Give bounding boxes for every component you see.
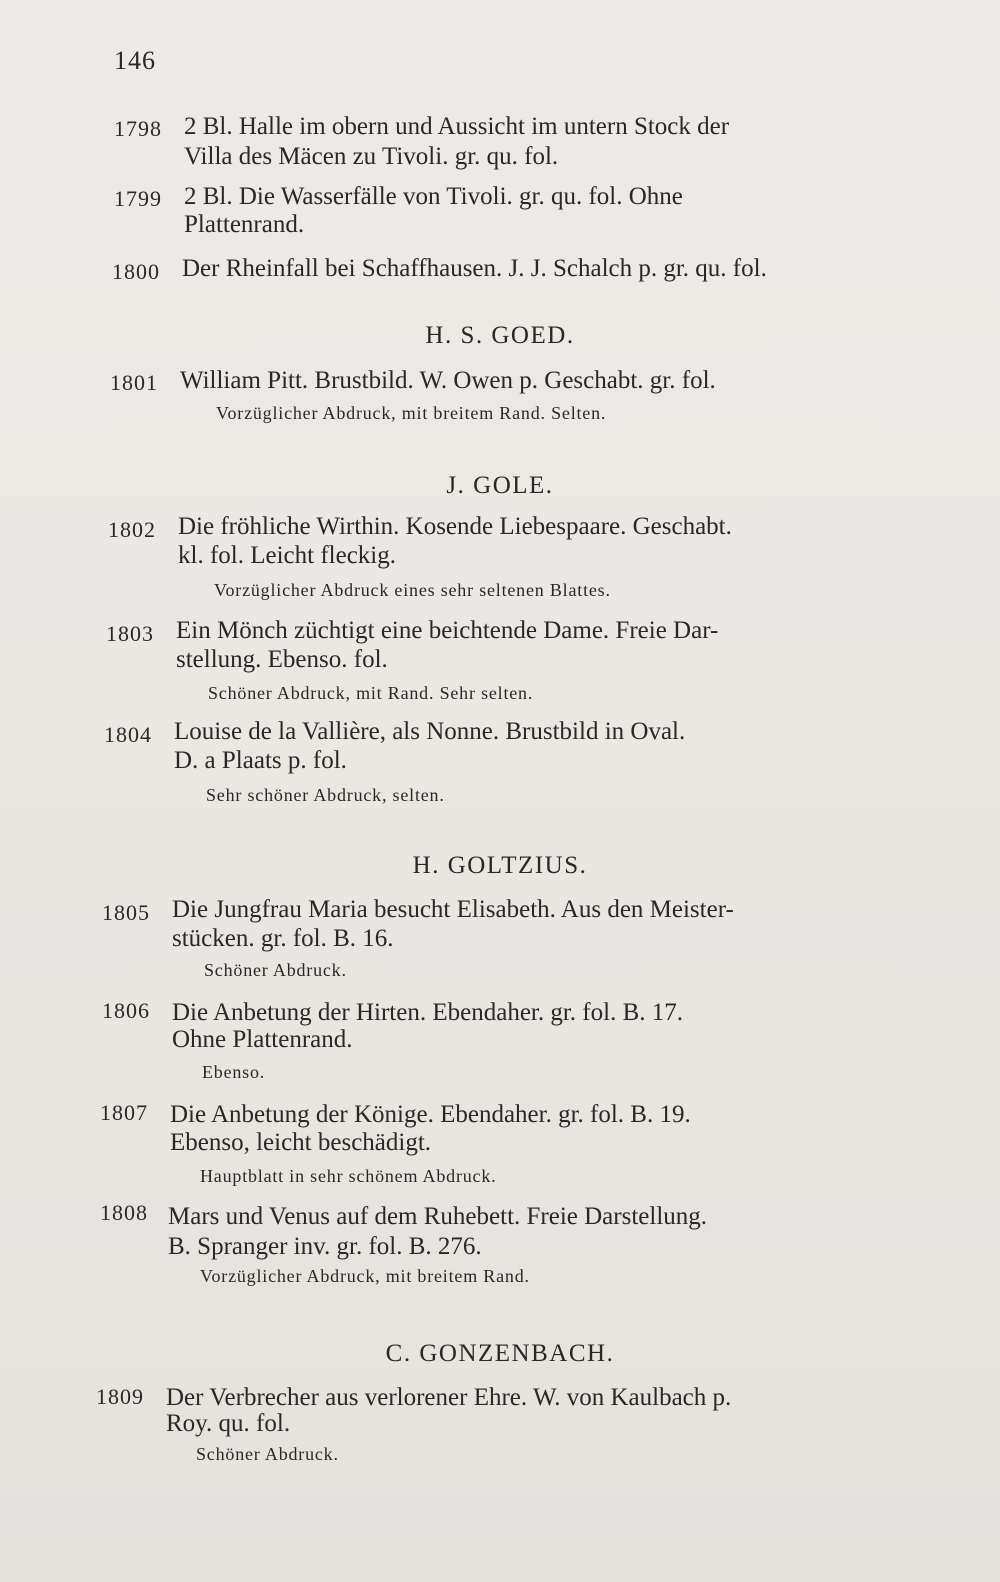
section-heading-gonzenbach: C. GONZENBACH.	[385, 1340, 615, 1367]
entry-line-2: Ebenso, leicht beschädigt.	[170, 1129, 432, 1156]
entry-note: Hauptblatt in sehr schönem Abdruck.	[200, 1166, 497, 1186]
entry-line-1: Die fröhliche Wirthin. Kosende Liebespaare. Geschabt.	[178, 513, 732, 540]
entry-line-1: William Pitt. Brustbild. W. Owen p. Geschabt. gr. fol.	[180, 367, 716, 394]
entry-line-2: Plattenrand.	[184, 211, 305, 238]
entry-line-1: Ein Mönch züchtigt eine beichtende Dame. Freie Dar-	[176, 617, 719, 644]
entry-line-2: kl. fol. Leicht fleckig.	[178, 542, 396, 569]
entry-number: 1800	[112, 259, 160, 284]
entry-number: 1805	[102, 900, 150, 925]
entry-number: 1807	[100, 1100, 148, 1125]
entry-number: 1808	[100, 1200, 148, 1225]
entry-line-2: stücken. gr. fol. B. 16.	[172, 925, 394, 952]
entry-note: Vorzüglicher Abdruck, mit breitem Rand. Selten.	[216, 403, 607, 423]
entry-note: Sehr schöner Abdruck, selten.	[206, 785, 445, 805]
entry-number: 1798	[114, 116, 162, 141]
entry-line-1: 2 Bl. Die Wasserfälle von Tivoli. gr. qu. fol. Ohne	[184, 183, 683, 210]
entry-note: Schöner Abdruck.	[204, 960, 347, 980]
entry-line-2: Villa des Mäcen zu Tivoli. gr. qu. fol.	[184, 143, 559, 170]
section-heading-gole: J. GOLE.	[446, 472, 554, 499]
entry-line-2: Roy. qu. fol.	[166, 1410, 291, 1437]
entry-number: 1802	[108, 517, 156, 542]
entry-line-2: D. a Plaats p. fol.	[174, 747, 347, 774]
entry-note: Vorzüglicher Abdruck eines sehr seltenen Blattes.	[214, 580, 611, 600]
entry-line-1: Die Anbetung der Hirten. Ebendaher. gr. fol. B. 17.	[172, 999, 683, 1026]
entry-line-1: Die Anbetung der Könige. Ebendaher. gr. fol. B. 19.	[170, 1101, 691, 1128]
entry-note: Vorzüglicher Abdruck, mit breitem Rand.	[200, 1266, 530, 1286]
entry-line-2: Ohne Plattenrand.	[172, 1026, 353, 1053]
entry-line-2: B. Spranger inv. gr. fol. B. 276.	[168, 1233, 482, 1260]
page-number: 146	[114, 46, 156, 75]
entry-line-1: Der Rheinfall bei Schaffhausen. J. J. Schalch p. gr. qu. fol.	[182, 255, 767, 282]
entry-number: 1799	[114, 186, 162, 211]
entry-note: Schöner Abdruck, mit Rand. Sehr selten.	[208, 683, 534, 703]
section-heading-goed: H. S. GOED.	[425, 322, 575, 349]
entry-line-1: Der Verbrecher aus verlorener Ehre. W. von Kaulbach p.	[166, 1384, 732, 1411]
section-heading-goltzius: H. GOLTZIUS.	[412, 852, 588, 879]
entry-note: Ebenso.	[202, 1062, 266, 1082]
entry-number: 1806	[102, 998, 150, 1023]
entry-number: 1803	[106, 621, 154, 646]
entry-line-1: 2 Bl. Halle im obern und Aussicht im untern Stock der	[184, 113, 730, 140]
entry-number: 1809	[96, 1384, 144, 1409]
entry-note: Schöner Abdruck.	[196, 1444, 339, 1464]
entry-number: 1804	[104, 722, 152, 747]
entry-number: 1801	[110, 370, 158, 395]
entry-line-1: Mars und Venus auf dem Ruhebett. Freie Darstellung.	[168, 1203, 708, 1230]
entry-line-2: stellung. Ebenso. fol.	[176, 646, 388, 673]
entry-line-1: Louise de la Vallière, als Nonne. Brustbild in Oval.	[174, 718, 686, 745]
entry-line-1: Die Jungfrau Maria besucht Elisabeth. Aus den Meister-	[172, 896, 734, 923]
